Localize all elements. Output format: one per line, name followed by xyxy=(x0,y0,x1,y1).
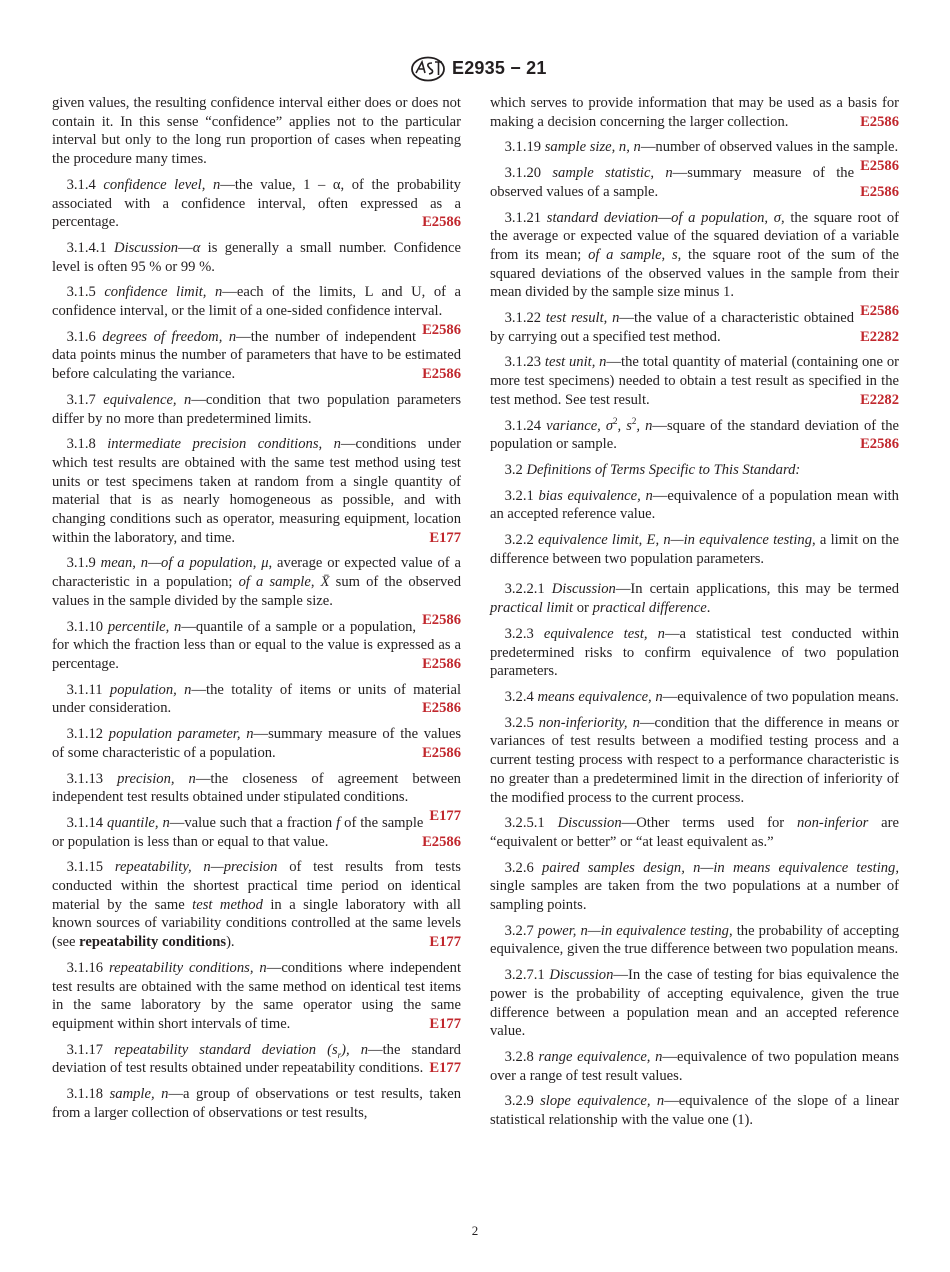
def-3-1-4: 3.1.4 confidence level, n—the value, 1 – α, of the probability associated with a confidence interval, often expressed as a percentage. E2586 xyxy=(52,176,461,231)
def-3-1-24: 3.1.24 variance, $\sigma^2$, $s^2$, n—square of the standard deviation of the population or sample. E2586 xyxy=(490,415,899,453)
page-header xyxy=(0,56,950,84)
def-3-1-21: 3.1.21 standard deviation—of a population, σ, the square root of the average or expected value of the squared deviation of a variable from its mean; of a sample, s, the square root of the sum of the squared deviations of the observed values in the sample from their mean divided by the sample size minus 1. E2586 xyxy=(490,209,900,320)
ref-link[interactable]: E2586 xyxy=(422,214,461,231)
ref-link[interactable]: E177 xyxy=(429,1060,461,1077)
def-3-2-9: 3.2.9 slope equivalence, n—equivalence of the slope of a linear statistical relationship with the value one (1). xyxy=(490,1093,900,1129)
def-3-1-6: 3.1.6 degrees of freedom, n—the number of independent data points minus the number of parameters that have to be estimated before calculating the variance. E2586 xyxy=(52,328,461,383)
document-id: E2935 − 21 xyxy=(452,58,547,78)
def-3-2-7-1: 3.2.7.1 Discussion—In the case of testing for bias equivalence the power is the probability of accepting equivalence, given the true difference between a population mean and an accepted reference value. xyxy=(490,967,899,1040)
def-3-1-15: 3.1.15 repeatability, n—precision of test results from tests conducted within the shortest practical time period on identical material by the same test method in a single laboratory with all known sources of variability conditions controlled at the same levels (see repeatability conditions). E177 xyxy=(52,859,461,951)
def-3-2-7: 3.2.7 power, n—in equivalence testing, the probability of accepting equivalence, given the true difference between two population means. xyxy=(490,922,899,958)
def-3-2-5: 3.2.5 non-inferiority, n—condition that the difference in means or variances of test results between a modified testing process and a current testing process with respect to a performance characteristic is no greater than a predetermined limit in the direction of inferiority of the modified process to the current process. xyxy=(490,714,899,806)
ref-link[interactable]: E2586 xyxy=(860,436,899,453)
def-3-2-1: 3.2.1 bias equivalence, n—equivalence of a population mean with an accepted reference value. xyxy=(490,487,899,523)
ref-link[interactable]: E2282 xyxy=(860,391,899,408)
right-column xyxy=(490,94,899,1137)
def-3-1-22: 3.1.22 test result, n—the value of a characteristic obtained by carrying out a specified test method. E2282 xyxy=(490,310,899,345)
ref-link[interactable]: E2586 xyxy=(422,321,461,338)
ref-link[interactable]: E177 xyxy=(429,529,461,546)
section-3-2-heading: 3.2 Definitions of Terms Specific to This Standard: xyxy=(504,461,801,478)
ref-link[interactable]: E177 xyxy=(429,807,461,824)
def-3-2-3: 3.2.3 equivalence test, n—a statistical test conducted within predetermined risks to confirm equivalence of two population parameters. xyxy=(490,625,899,680)
def-3-1-4-1: 3.1.4.1 Discussion—α is generally a small number. Confidence level is often 95 % or 99 %. xyxy=(52,239,461,275)
def-3-2-2-1: 3.2.2.1 Discussion—In certain applications, this may be termed practical limit or practical difference. xyxy=(490,581,900,617)
def-3-2-4: 3.2.4 means equivalence, n—equivalence of two population means. xyxy=(504,688,899,705)
def-3-1-18: 3.1.18 sample, n—a group of observations or test results, taken from a larger collection of observations or test results, xyxy=(52,1086,461,1121)
def-3-1-16: 3.1.16 repeatability conditions, n—conditions where independent test results are obtained with the same method on identical test items in the same laboratory by the same operator using the same equipment within short intervals of time. E177 xyxy=(52,959,461,1032)
def-3-2-8: 3.2.8 range equivalence, n—equivalence of two population means over a range of test result values. xyxy=(490,1048,900,1084)
astm-logo-icon xyxy=(410,56,446,82)
ref-link[interactable]: E2586 xyxy=(422,655,461,672)
page-number: 2 xyxy=(471,1223,479,1238)
def-3-2-5-1: 3.2.5.1 Discussion—Other terms used for non-inferior are “equivalent or better” or “at least equivalent as.” xyxy=(490,815,899,850)
def-3-1-14: 3.1.14 quantile, n—value such that a fraction f of the sample or population is less than or equal to that value. E2586 xyxy=(52,814,461,850)
def-3-1-8: 3.1.8 intermediate precision conditions, n—conditions under which test results are obtained with the same test method using test units or test specimens taken at random from a single quantity of material that is as nearly homogeneous as possible, and with changing conditions such as operator, measuring equipment, location within the laboratory, and time. E177 xyxy=(52,436,461,546)
paragraph-continued: which serves to provide information that may be used as a basis for making a decision concerning the larger collection. E2586 xyxy=(490,95,899,130)
ref-link[interactable]: E2586 xyxy=(422,611,461,628)
def-3-1-20: 3.1.20 sample statistic, n—summary measure of the observed values of a sample. E2586 xyxy=(490,165,899,200)
def-3-1-10: 3.1.10 percentile, n—quantile of a sample or a population, for which the fraction less than or equal to the value is expressed as a percentage. E2586 xyxy=(52,618,461,672)
ref-link[interactable]: E177 xyxy=(429,934,461,951)
def-3-1-5: 3.1.5 confidence limit, n—each of the limits, L and U, of a confidence interval, or the limit of a one-sided confidence interval. E2586 xyxy=(52,284,461,338)
ref-link[interactable]: E177 xyxy=(429,1015,461,1032)
def-3-1-19: 3.1.19 sample size, n, n—number of observed values in the sample. E2586 xyxy=(504,139,899,175)
def-3-1-12: 3.1.12 population parameter, n—summary measure of the values of some characteristic of a population. E2586 xyxy=(52,726,462,761)
def-3-1-23: 3.1.23 test unit, n—the total quantity of material (containing one or more test specimens) needed to obtain a test result as specified in the test method. See test result. E2282 xyxy=(490,354,899,408)
ref-link[interactable]: E2586 xyxy=(422,366,461,383)
def-3-1-17: 3.1.17 repeatability standard deviation $(s_r)$, n—the standard deviation of test results obtained under repeatability conditions. E177 xyxy=(52,1041,461,1077)
def-3-1-11: 3.1.11 population, n—the totality of items or units of material under consideration. E2586 xyxy=(52,681,461,717)
ref-link[interactable]: E2586 xyxy=(860,158,899,175)
ref-link[interactable]: E2586 xyxy=(860,183,899,200)
ref-link[interactable]: E2282 xyxy=(860,328,899,345)
paragraph-continued: given values, the resulting confidence interval either does or does not contain it. In this sense “confidence” applies not to the particular interval but only to the long run proportion of cases when repeating the procedure many times. xyxy=(52,95,461,168)
ref-link[interactable]: E2586 xyxy=(422,833,461,850)
def-3-2-6: 3.2.6 paired samples design, n—in means equivalence testing, single samples are taken from the two populations at a number of sampling points. xyxy=(490,859,899,914)
def-3-1-13: 3.1.13 precision, n—the closeness of agreement between independent test results obtained under stipulated conditions. E177 xyxy=(52,770,461,824)
ref-link[interactable]: E2586 xyxy=(422,700,461,717)
def-3-2-2: 3.2.2 equivalence limit, E, n—in equivalence testing, a limit on the difference between two population parameters. xyxy=(490,532,899,567)
ref-link[interactable]: E2586 xyxy=(860,303,899,320)
left-column xyxy=(52,94,461,1129)
ref-link[interactable]: E2586 xyxy=(422,744,461,761)
def-3-1-7: 3.1.7 equivalence, n—condition that two population parameters differ by no more than predetermined limits. xyxy=(52,391,462,427)
def-3-1-9: 3.1.9 mean, n—of a population, μ, average or expected value of a characteristic in a population; of a sample, X̄ sum of the observed values in the sample divided by the sample size. E2586 xyxy=(52,555,462,628)
ref-link[interactable]: E2586 xyxy=(860,113,899,130)
